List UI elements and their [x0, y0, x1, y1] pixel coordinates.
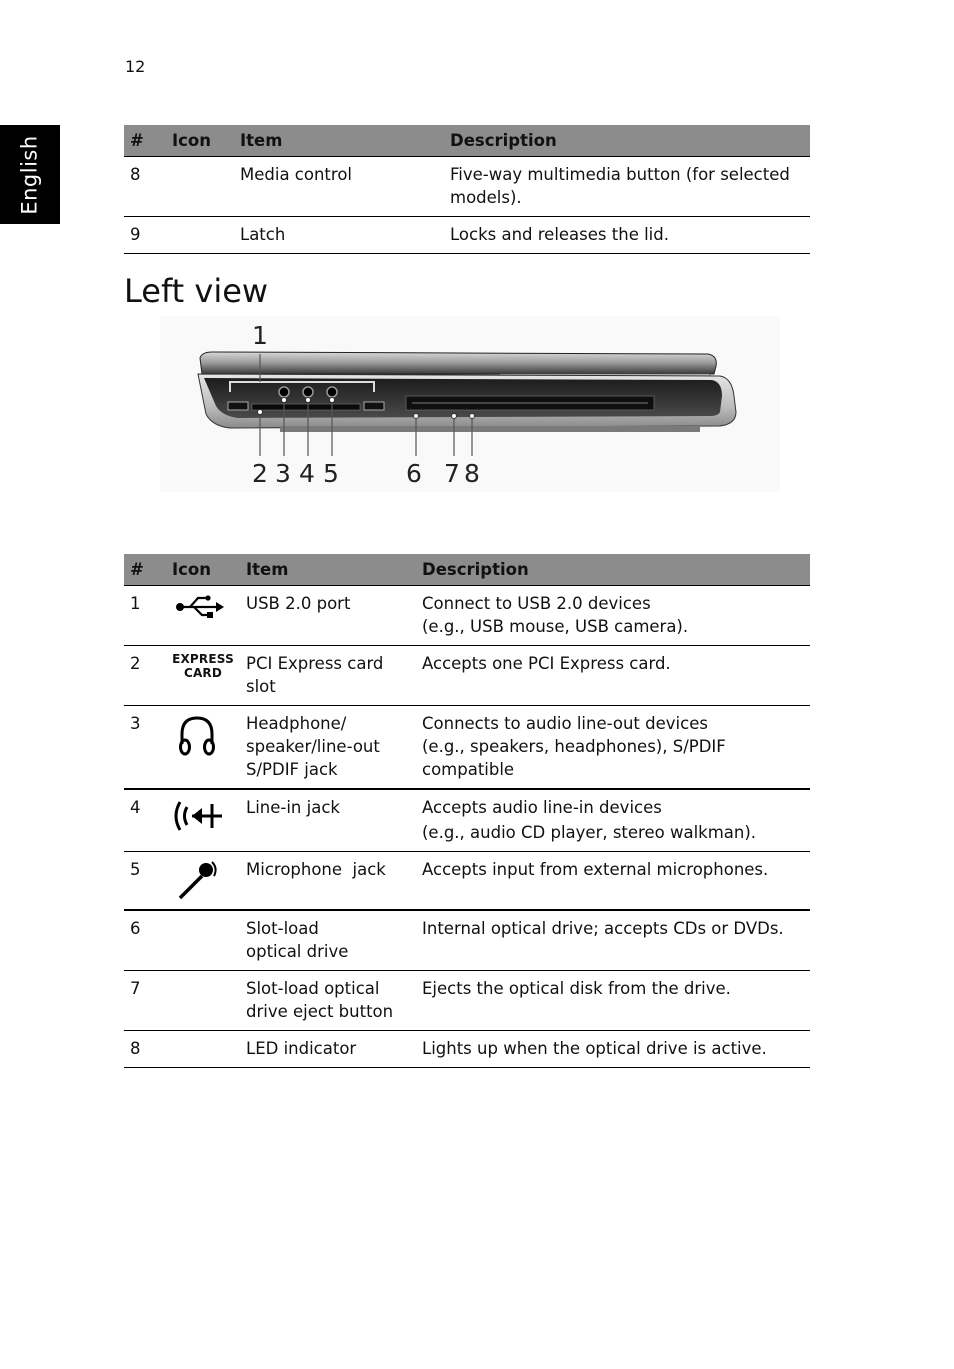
row-item: PCI Express card slot: [240, 646, 416, 706]
row-item: USB 2.0 port: [240, 586, 416, 646]
table-row: [124, 586, 810, 646]
row-description: Accepts one PCI Express card.: [416, 646, 810, 706]
callout-8: 8: [464, 459, 480, 488]
row-item: Slot-load optical drive: [240, 910, 416, 971]
callout-4: 4: [299, 459, 315, 488]
callout-2: 2: [252, 459, 268, 488]
table-row: [124, 706, 810, 790]
row-icon: [166, 217, 234, 254]
header-item: Item: [234, 125, 444, 157]
row-number: 3: [124, 706, 166, 790]
top-spec-table: [124, 125, 810, 254]
table-row: [124, 217, 810, 254]
table-row: [124, 971, 810, 1031]
row-number: 6: [124, 910, 166, 971]
table-row: [124, 1031, 810, 1068]
row-number: 2: [124, 646, 166, 706]
row-description: Locks and releases the lid.: [444, 217, 810, 254]
row-description: Internal optical drive; accepts CDs or DVDs.: [416, 910, 810, 971]
laptop-left-view-figure: [160, 316, 780, 492]
header-number: #: [124, 554, 166, 586]
callout-1: 1: [252, 321, 268, 350]
callout-3: 3: [275, 459, 291, 488]
header-number: #: [124, 125, 166, 157]
row-number: 9: [124, 217, 166, 254]
page-number: 12: [125, 57, 146, 76]
row-description: Connects to audio line-out devices (e.g., speakers, headphones), S/PDIF compatible: [416, 706, 810, 790]
row-number: 5: [124, 852, 166, 911]
expresscard-icon: EXPRESS CARD: [172, 652, 234, 680]
row-description: Lights up when the optical drive is active.: [416, 1031, 810, 1068]
row-item: Microphone jack: [240, 852, 416, 911]
row-item: LED indicator: [240, 1031, 416, 1068]
table-row: [124, 646, 810, 706]
row-number: 8: [124, 157, 166, 217]
language-tab: [0, 125, 60, 224]
callout-7: 7: [444, 459, 460, 488]
header-icon: Icon: [166, 554, 240, 586]
left-view-spec-table: [124, 554, 810, 1068]
row-description: Five-way multimedia button (for selected models).: [444, 157, 810, 217]
header-description: Description: [416, 554, 810, 586]
row-description: Ejects the optical disk from the drive.: [416, 971, 810, 1031]
table-row: [124, 910, 810, 971]
microphone-icon: [172, 858, 222, 902]
table-header-row: [124, 554, 810, 586]
row-icon: [166, 910, 240, 971]
callout-6: 6: [406, 459, 422, 488]
row-item: Line-in jack: [240, 789, 416, 852]
header-item: Item: [240, 554, 416, 586]
usb-icon: [172, 592, 224, 622]
row-icon: [166, 157, 234, 217]
section-title: Left view: [124, 272, 269, 310]
language-tab-label: English: [18, 134, 43, 215]
table-header-row: [124, 125, 810, 157]
row-icon: [166, 971, 240, 1031]
table-row: [124, 157, 810, 217]
row-item: Latch: [234, 217, 444, 254]
row-description: Accepts input from external microphones.: [416, 852, 810, 911]
row-description: Accepts audio line-in devices (e.g., audio CD player, stereo walkman).: [416, 789, 810, 852]
header-icon: Icon: [166, 125, 234, 157]
row-item: Slot-load optical drive eject button: [240, 971, 416, 1031]
row-number: 4: [124, 789, 166, 852]
row-item: Media control: [234, 157, 444, 217]
row-number: 7: [124, 971, 166, 1031]
row-number: 1: [124, 586, 166, 646]
header-description: Description: [444, 125, 810, 157]
row-description: Connect to USB 2.0 devices (e.g., USB mouse, USB camera).: [416, 586, 810, 646]
laptop-illustration: [160, 316, 780, 492]
row-icon: [166, 1031, 240, 1068]
line-in-icon: [172, 796, 226, 836]
callout-5: 5: [323, 459, 339, 488]
table-row: [124, 789, 810, 852]
table-row: [124, 852, 810, 911]
row-item: Headphone/ speaker/line-out S/PDIF jack: [240, 706, 416, 790]
headphone-icon: [172, 712, 222, 760]
row-number: 8: [124, 1031, 166, 1068]
